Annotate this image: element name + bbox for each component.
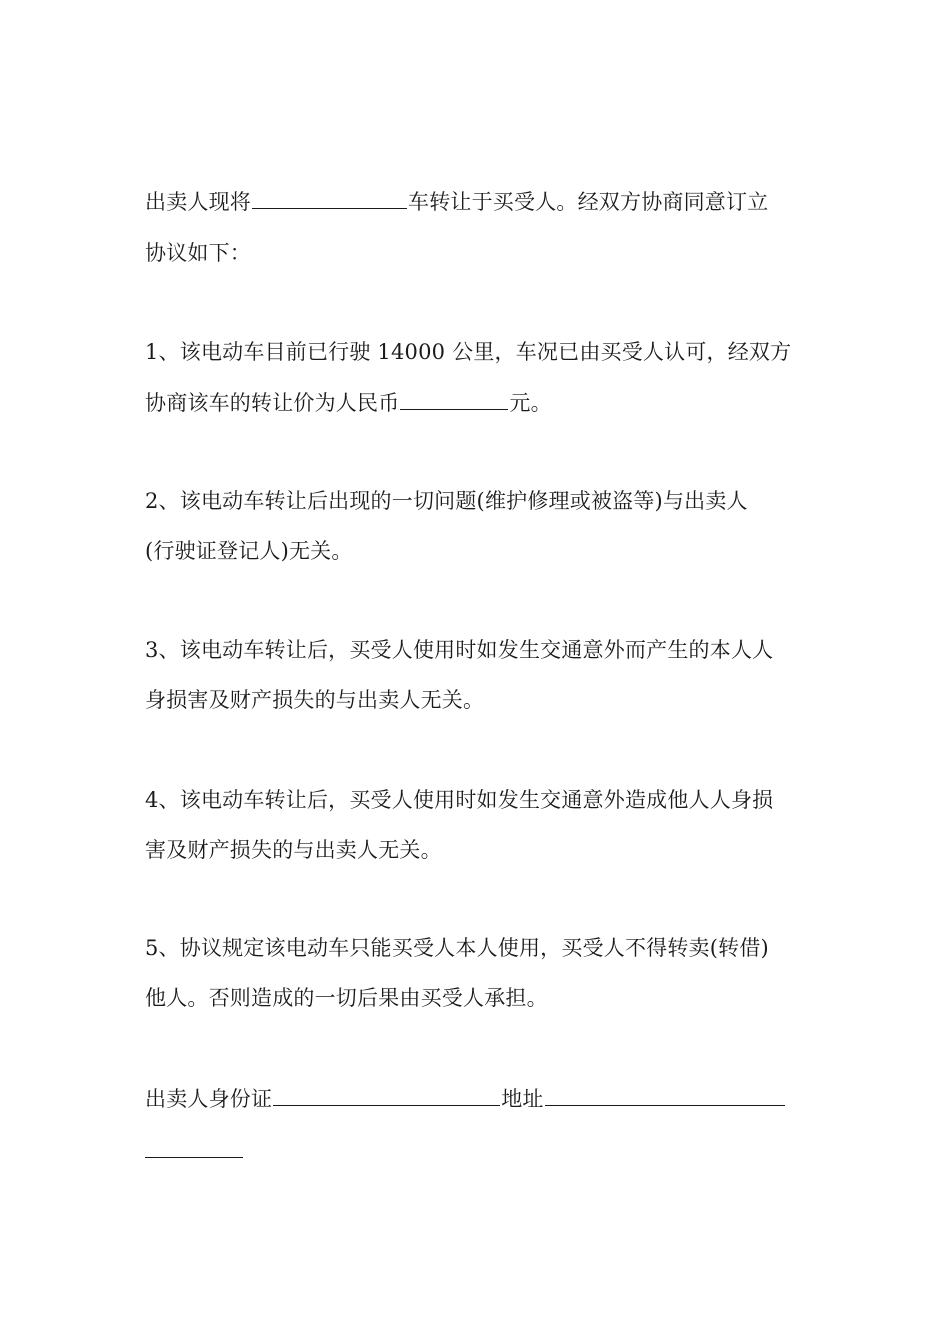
clause-2-text-1: 2、该电动车转让后出现的一切问题(维护修理或被盗等)与出卖人 bbox=[145, 489, 748, 513]
clause-3-line-2 bbox=[145, 685, 815, 715]
seller-id-label: 出卖人身份证 bbox=[145, 1087, 273, 1111]
clause-1-text-1: 1、该电动车目前已行驶 14000 公里，车况已由买受人认可，经双方 bbox=[145, 340, 792, 364]
clause-2-line-1 bbox=[145, 486, 815, 516]
intro-text-2: 车转让于买受人。经双方协商同意订立 bbox=[408, 190, 769, 214]
clause-1-text-2: 协商该车的转让价为人民币 bbox=[145, 391, 400, 415]
clause-3-text-2: 身损害及财产损失的与出卖人无关。 bbox=[145, 688, 485, 712]
clause-1-line-1 bbox=[145, 337, 815, 367]
clause-1-text-3: 元。 bbox=[509, 391, 552, 415]
clause-2-text-2: (行驶证登记人)无关。 bbox=[145, 539, 353, 563]
intro-text-1: 出卖人现将 bbox=[145, 190, 251, 214]
clause-4-text-2: 害及财产损失的与出卖人无关。 bbox=[145, 838, 442, 862]
clause-5-line-2 bbox=[145, 983, 815, 1013]
clause-4-text-1: 4、该电动车转让后，买受人使用时如发生交通意外造成他人人身损 bbox=[145, 788, 774, 812]
seller-info-line bbox=[145, 1083, 815, 1114]
clause-3-line-1 bbox=[145, 635, 815, 665]
intro-line-2 bbox=[145, 238, 815, 268]
clause-2-line-2 bbox=[145, 536, 815, 566]
clause-5-text-1: 5、协议规定该电动车只能买受人本人使用，买受人不得转卖(转借) bbox=[145, 936, 769, 960]
clause-5-line-1 bbox=[145, 933, 815, 963]
seller-id-blank[interactable] bbox=[273, 1083, 500, 1106]
seller-address-blank-continued[interactable] bbox=[145, 1157, 243, 1158]
seller-address-label: 地址 bbox=[501, 1087, 544, 1111]
intro-text-3: 协议如下： bbox=[145, 241, 251, 265]
clause-1-line-2 bbox=[145, 387, 815, 418]
clause-3-text-1: 3、该电动车转让后，买受人使用时如发生交通意外而产生的本人人 bbox=[145, 638, 774, 662]
seller-address-blank[interactable] bbox=[545, 1083, 785, 1106]
clause-5-text-2: 他人。否则造成的一切后果由买受人承担。 bbox=[145, 986, 548, 1010]
clause-4-line-2 bbox=[145, 835, 815, 865]
clause-4-line-1 bbox=[145, 785, 815, 815]
price-blank[interactable] bbox=[400, 387, 508, 410]
intro-line-1 bbox=[145, 186, 815, 217]
vehicle-blank[interactable] bbox=[252, 186, 407, 209]
